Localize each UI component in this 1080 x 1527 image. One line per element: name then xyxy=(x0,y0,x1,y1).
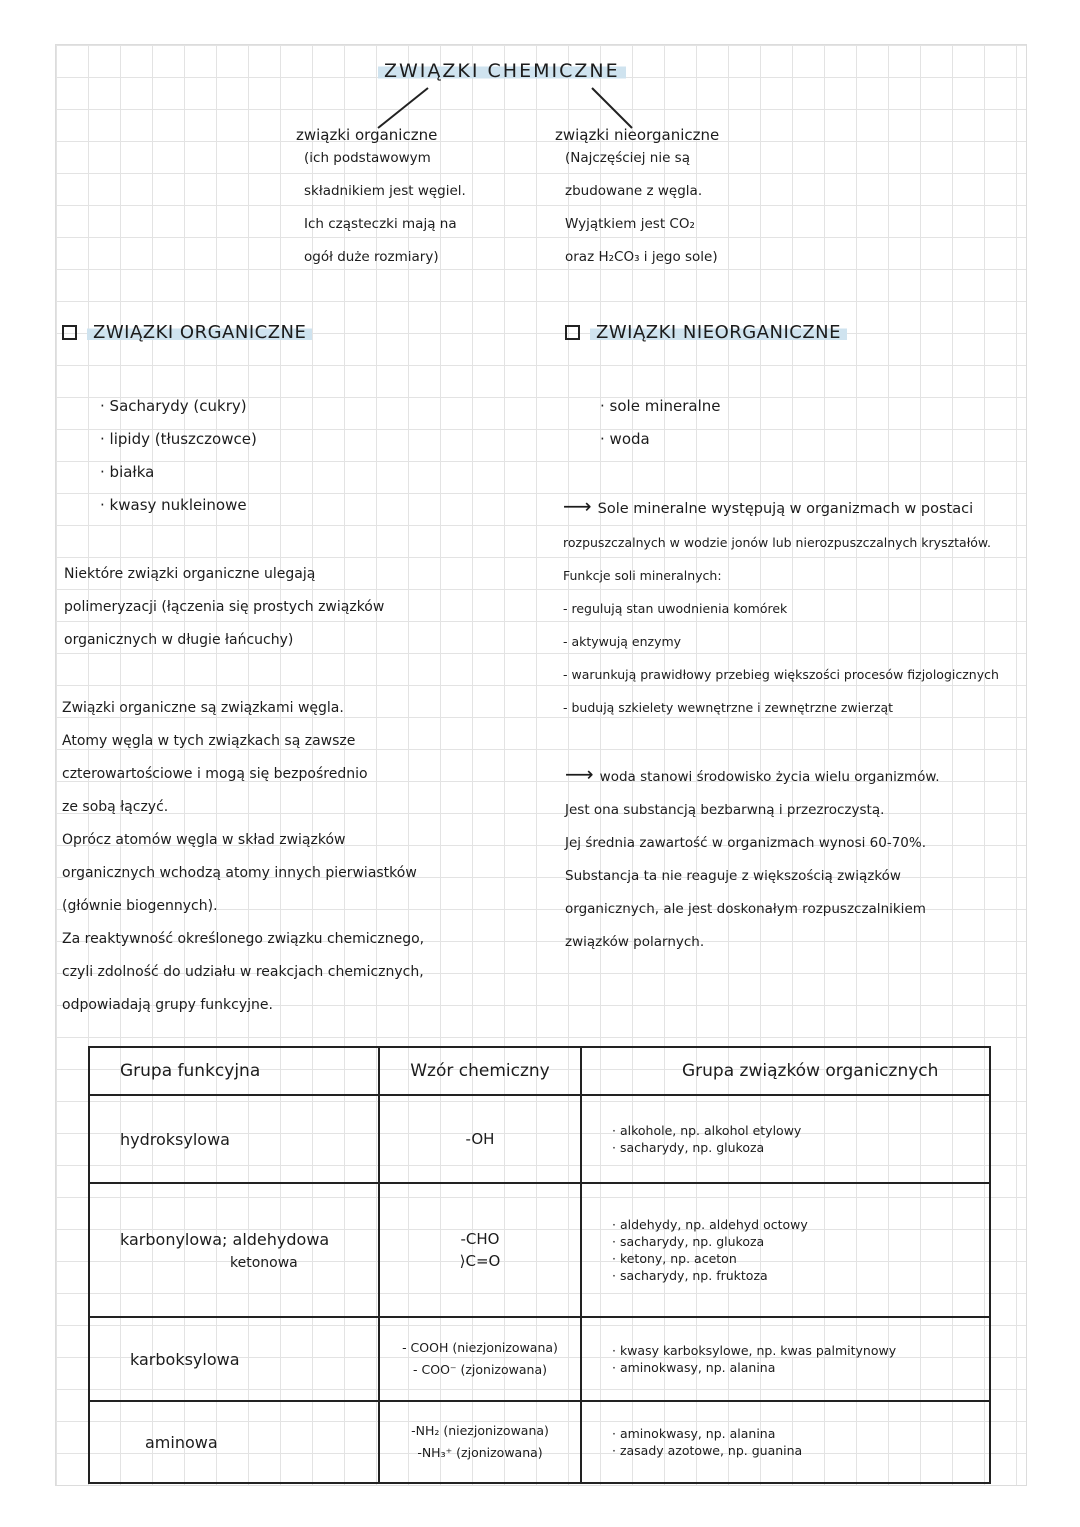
group-name: karboksylowa xyxy=(130,1349,240,1369)
text-line: czterowartościowe i mogą się bezpośrednio xyxy=(62,766,368,782)
checkbox-icon xyxy=(565,325,580,340)
text-line: Oprócz atomów węgla w skład związków xyxy=(62,832,346,848)
group-cell xyxy=(89,1095,379,1183)
text-line: - budują szkielety wewnętrzne i zewnętrzne zwierząt xyxy=(563,700,894,715)
text-line: Funkcje soli mineralnych: xyxy=(563,568,722,583)
list-item: · sole mineralne xyxy=(600,390,720,423)
formula-line: - COOH (niezjonizowana) xyxy=(402,1340,558,1355)
compound-line: · alkohole, np. alkohol etylowy xyxy=(612,1123,802,1138)
compound-line: · zasady azotowe, np. guanina xyxy=(612,1443,803,1458)
page-title: ZWIĄZKI CHEMICZNE xyxy=(378,60,626,82)
list-item: · białka xyxy=(100,456,257,489)
organic-branch xyxy=(296,126,526,274)
formula-line: -NH₂ (niezjonizowana) xyxy=(411,1423,549,1438)
formula-cell xyxy=(379,1183,581,1317)
branch-lines xyxy=(0,0,1080,140)
inorganic-branch-line: (Najczęściej nie są xyxy=(565,150,690,166)
arrow-right-icon: ⟶ xyxy=(563,494,592,518)
organic-section-heading: ZWIĄZKI ORGANICZNE xyxy=(62,322,312,343)
formula-line: -NH₃⁺ (zjonizowana) xyxy=(417,1445,543,1460)
text-line: czyli zdolność do udziału w reakcjach chemicznych, xyxy=(62,964,424,980)
functional-groups-table xyxy=(88,1046,991,1484)
formula-cell xyxy=(379,1095,581,1183)
column-header: Grupa związków organicznych xyxy=(581,1047,990,1095)
text-line: ze sobą łączyć. xyxy=(62,799,169,815)
inorganic-branch-line: Wyjątkiem jest CO₂ xyxy=(565,216,695,232)
formula-line: - COO⁻ (zjonizowana) xyxy=(413,1362,547,1377)
compounds-cell xyxy=(581,1401,990,1483)
compound-line: · aldehydy, np. aldehyd octowy xyxy=(612,1217,808,1232)
arrow-right-icon: ⟶ xyxy=(565,762,594,786)
water-paragraph xyxy=(565,758,1025,959)
compound-line: · ketony, np. aceton xyxy=(612,1251,737,1266)
text-line: rozpuszczalnych w wodzie jonów lub nierozpuszczalnych kryształów. xyxy=(563,535,991,550)
inorganic-list xyxy=(600,390,720,456)
group-name-secondary: ketonowa xyxy=(230,1254,298,1271)
text-line: - aktywują enzymy xyxy=(563,634,682,649)
formula-line: ⟩C=O xyxy=(459,1252,501,1270)
text-line: organicznych wchodzą atomy innych pierwiastków xyxy=(62,865,417,881)
compound-line: · sacharydy, np. glukoza xyxy=(612,1140,765,1155)
compound-line: · sacharydy, np. glukoza xyxy=(612,1234,765,1249)
salts-paragraph xyxy=(563,490,1028,724)
text-line: (głównie biogennych). xyxy=(62,898,218,914)
text-line: woda stanowi środowisko życia wielu organizmów. xyxy=(599,769,940,785)
organic-branch-heading: związki organiczne xyxy=(296,126,438,144)
inorganic-branch-line: zbudowane z węgla. xyxy=(565,183,703,199)
list-item: · kwasy nukleinowe xyxy=(100,489,257,522)
group-cell xyxy=(89,1183,379,1317)
organic-branch-line: Ich cząsteczki mają na xyxy=(304,216,457,232)
inorganic-branch-heading: związki nieorganiczne xyxy=(555,126,720,144)
text-line: Jest ona substancją bezbarwną i przezroczystą. xyxy=(565,802,885,818)
text-line: Jej średnia zawartość w organizmach wynosi 60-70%. xyxy=(565,835,926,851)
organic-list xyxy=(100,390,257,522)
inorganic-branch-line: oraz H₂CO₃ i jego sole) xyxy=(565,249,718,265)
compounds-cell xyxy=(581,1095,990,1183)
text-line: - warunkują prawidłowy przebieg większości procesów fizjologicznych xyxy=(563,667,999,682)
formula-line: -CHO xyxy=(460,1230,500,1248)
group-name: karbonylowa; aldehydowa xyxy=(120,1229,330,1249)
polymerization-paragraph xyxy=(64,558,504,657)
table-header-row xyxy=(89,1047,990,1095)
compounds-cell xyxy=(581,1183,990,1317)
column-header: Grupa funkcyjna xyxy=(89,1047,379,1095)
text-line: związków polarnych. xyxy=(565,934,705,950)
text-line: polimeryzacji (łączenia się prostych związków xyxy=(64,599,385,615)
text-line: Sole mineralne występują w organizmach w postaci xyxy=(597,501,974,517)
group-name: aminowa xyxy=(145,1432,218,1452)
text-line: Związki organiczne są związkami węgla. xyxy=(62,700,344,716)
column-header: Wzór chemiczny xyxy=(379,1047,581,1095)
group-cell xyxy=(89,1401,379,1483)
compound-line: · kwasy karboksylowe, np. kwas palmitynowy xyxy=(612,1343,897,1358)
table-row xyxy=(89,1317,990,1401)
compounds-cell xyxy=(581,1317,990,1401)
text-line: - regulują stan uwodnienia komórek xyxy=(563,601,788,616)
organic-branch-line: ogół duże rozmiary) xyxy=(304,249,439,265)
formula-line: -OH xyxy=(465,1130,495,1148)
list-item: · Sacharydy (cukry) xyxy=(100,390,257,423)
organic-branch-line: (ich podstawowym xyxy=(304,150,431,166)
organic-branch-line: składnikiem jest węgiel. xyxy=(304,183,466,199)
compound-line: · aminokwasy, np. alanina xyxy=(612,1360,776,1375)
text-line: Atomy węgla w tych związkach są zawsze xyxy=(62,733,356,749)
text-line: Substancja ta nie reaguje z większością związków xyxy=(565,868,901,884)
table-row xyxy=(89,1401,990,1483)
inorganic-branch xyxy=(555,126,795,274)
text-line: Niektóre związki organiczne ulegają xyxy=(64,566,316,582)
text-line: odpowiadają grupy funkcyjne. xyxy=(62,997,273,1013)
text-line: organicznych w długie łańcuchy) xyxy=(64,632,294,648)
carbon-paragraph xyxy=(62,692,512,1022)
formula-cell xyxy=(379,1317,581,1401)
table-row xyxy=(89,1183,990,1317)
group-name: hydroksylowa xyxy=(120,1129,230,1149)
checkbox-icon xyxy=(62,325,77,340)
list-item: · lipidy (tłuszczowce) xyxy=(100,423,257,456)
compound-line: · sacharydy, np. fruktoza xyxy=(612,1268,768,1283)
inorganic-section-heading: ZWIĄZKI NIEORGANICZNE xyxy=(565,322,847,343)
table-row xyxy=(89,1095,990,1183)
compound-line: · aminokwasy, np. alanina xyxy=(612,1426,776,1441)
formula-cell xyxy=(379,1401,581,1483)
text-line: Za reaktywność określonego związku chemicznego, xyxy=(62,931,425,947)
list-item: · woda xyxy=(600,423,720,456)
group-cell xyxy=(89,1317,379,1401)
text-line: organicznych, ale jest doskonałym rozpuszczalnikiem xyxy=(565,901,926,917)
